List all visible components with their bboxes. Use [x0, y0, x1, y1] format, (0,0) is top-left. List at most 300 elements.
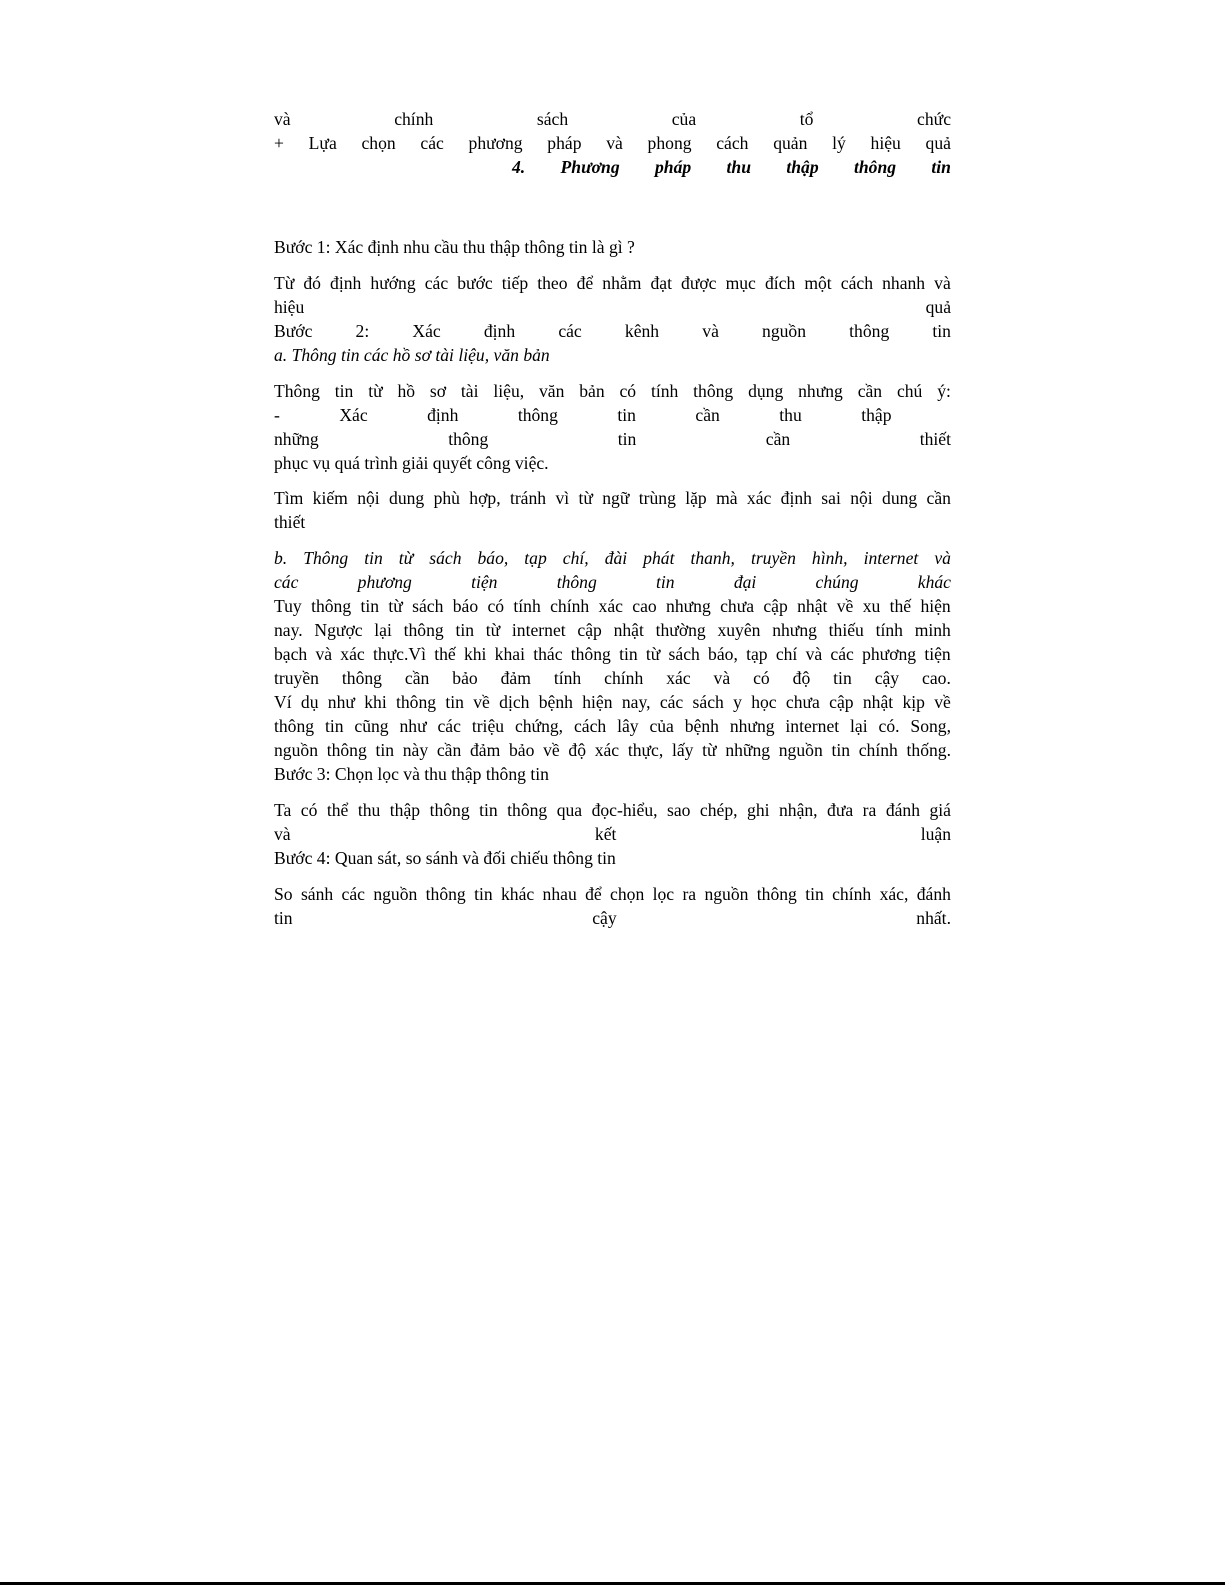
- word: dịch: [499, 692, 530, 712]
- word: pháp: [655, 157, 692, 177]
- word: qua: [556, 800, 583, 820]
- word: cũng: [354, 716, 389, 736]
- word: nhật: [862, 692, 894, 712]
- text-line: [274, 379, 951, 403]
- word: chí,: [562, 548, 589, 568]
- word: khi: [463, 644, 487, 664]
- word: được: [681, 273, 717, 293]
- word: định: [330, 273, 362, 293]
- word: chứng,: [514, 716, 564, 736]
- word: nguồn: [762, 321, 807, 341]
- word: tin: [617, 405, 636, 425]
- subsection-heading: [274, 570, 951, 594]
- word: lại: [850, 716, 868, 736]
- word: pháp: [547, 133, 582, 153]
- word: cần: [695, 405, 720, 425]
- word: Lựa: [308, 133, 337, 153]
- word: báo: [452, 596, 479, 616]
- word: tiếp: [501, 273, 529, 293]
- word: tiện: [471, 572, 498, 592]
- text-line: [274, 618, 951, 642]
- word: lấy: [671, 740, 694, 760]
- word: về: [543, 740, 560, 760]
- word: nhật: [613, 620, 644, 640]
- word: sách: [412, 596, 444, 616]
- word: thông: [403, 620, 444, 640]
- word: từ: [645, 644, 661, 664]
- word: cao.: [922, 668, 951, 688]
- word: xác: [594, 740, 620, 760]
- word: phát: [643, 548, 675, 568]
- word: đánh: [885, 800, 921, 820]
- word: có: [300, 800, 318, 820]
- word: thông: [756, 884, 797, 904]
- word: các: [341, 884, 365, 904]
- text-line: [274, 107, 951, 131]
- word: thống.: [906, 740, 951, 760]
- word: Ngược: [314, 620, 363, 640]
- word: sách: [692, 692, 724, 712]
- word: cập: [577, 620, 602, 640]
- word: Phương: [560, 157, 620, 177]
- word: để: [585, 884, 602, 904]
- word: luận: [920, 824, 951, 844]
- text-line: [274, 486, 951, 510]
- word: tin: [360, 596, 380, 616]
- word: báo,: [708, 644, 738, 664]
- word: độ: [568, 740, 586, 760]
- word: như: [399, 716, 427, 736]
- word: từ: [578, 488, 593, 508]
- word: lọc: [652, 884, 675, 904]
- word: cần: [926, 488, 951, 508]
- word: hình,: [811, 548, 848, 568]
- word: tạp: [746, 644, 768, 664]
- subsection-heading: a. Thông tin các hồ sơ tài liệu, văn bản: [274, 345, 550, 365]
- word: học: [751, 692, 777, 712]
- word: vì: [555, 488, 570, 508]
- word: giá: [929, 800, 951, 820]
- word: nhưng: [666, 596, 711, 616]
- word: phong: [647, 133, 692, 153]
- word: nhận,: [778, 800, 818, 820]
- word: một: [804, 273, 832, 293]
- word: của: [671, 109, 697, 129]
- word: chính: [550, 596, 590, 616]
- word: cách: [573, 716, 607, 736]
- word: tính: [553, 668, 582, 688]
- word: tin: [375, 740, 395, 760]
- word: truyền: [274, 668, 319, 688]
- word: thông: [517, 405, 558, 425]
- text-line: [274, 690, 951, 714]
- word: tin: [805, 884, 824, 904]
- word: thập: [389, 800, 421, 820]
- word: đài: [604, 548, 628, 568]
- word: đánh: [916, 884, 951, 904]
- word: Ta: [274, 800, 292, 820]
- subsection-heading: [274, 546, 951, 570]
- word: internet: [785, 716, 840, 736]
- word: từ: [368, 381, 383, 401]
- word: liệu,: [493, 381, 525, 401]
- word: ý:: [937, 381, 951, 401]
- word: thiếu: [828, 620, 864, 640]
- text-line: [274, 271, 951, 295]
- word: hiện: [582, 692, 613, 712]
- word: từ: [702, 740, 717, 760]
- word: tin: [455, 620, 475, 640]
- word: thế: [434, 644, 456, 664]
- word: dụng: [748, 381, 784, 401]
- word: chính: [858, 740, 898, 760]
- word: chưa: [720, 596, 755, 616]
- word: văn: [538, 381, 565, 401]
- word: chưa: [785, 692, 820, 712]
- word: thông: [274, 716, 315, 736]
- word: thông: [396, 692, 437, 712]
- word: đảm: [469, 740, 501, 760]
- word: +: [274, 133, 284, 153]
- text-line: thiết: [274, 512, 306, 532]
- word: thường: [655, 620, 706, 640]
- word: bảo: [508, 740, 535, 760]
- word: ghi: [747, 800, 770, 820]
- word: mục: [725, 273, 756, 293]
- word: thu: [357, 800, 381, 820]
- word: thể: [326, 800, 349, 820]
- word: chức: [917, 109, 951, 129]
- word: thanh,: [690, 548, 735, 568]
- word: lặp: [685, 488, 707, 508]
- word: tin: [619, 644, 638, 664]
- word: quản: [773, 133, 808, 153]
- word: Ví: [274, 692, 292, 712]
- word: kênh: [624, 321, 660, 341]
- word: internet: [511, 620, 566, 640]
- word: để: [576, 273, 594, 293]
- word: hiện: [920, 596, 951, 616]
- word: cách: [716, 133, 749, 153]
- word: nội: [850, 488, 873, 508]
- word: tổ: [799, 109, 814, 129]
- word: các: [424, 273, 449, 293]
- word: Từ: [274, 273, 295, 293]
- word: quả: [925, 133, 951, 153]
- word: nay,: [621, 692, 651, 712]
- word: về: [934, 692, 951, 712]
- word: nhằm: [602, 273, 642, 293]
- word: nhau: [542, 884, 577, 904]
- word: tính: [513, 596, 541, 616]
- word: khác: [917, 572, 951, 592]
- word: thông: [507, 800, 548, 820]
- word: phương: [862, 644, 917, 664]
- word: sai: [821, 488, 841, 508]
- word: xác: [340, 644, 365, 664]
- word: và: [934, 273, 951, 293]
- word: cần: [765, 429, 791, 449]
- word: nhưng: [729, 716, 775, 736]
- text-line: [274, 594, 951, 618]
- word: cần: [857, 381, 883, 401]
- word: internet: [863, 548, 919, 568]
- word: hiệu: [274, 297, 305, 317]
- word: thông: [570, 644, 611, 664]
- word: xác,: [879, 884, 909, 904]
- word: Bước: [274, 321, 313, 341]
- word: triệu: [471, 716, 505, 736]
- word: bảo: [452, 668, 478, 688]
- word: tin: [474, 884, 493, 904]
- word: khác: [500, 884, 535, 904]
- word: có: [619, 381, 637, 401]
- word: và: [713, 668, 731, 688]
- word: của: [649, 716, 674, 736]
- text-line: [274, 642, 951, 666]
- text-line: phục vụ quá trình giải quyết công việc.: [274, 453, 549, 473]
- word: tính: [650, 381, 679, 401]
- word: thông: [311, 596, 352, 616]
- word: độ: [792, 668, 811, 688]
- word: So: [274, 884, 293, 904]
- word: tránh: [509, 488, 547, 508]
- word: nguồn: [778, 740, 823, 760]
- word: Tìm: [274, 488, 304, 508]
- word: phương: [468, 133, 523, 153]
- word: thông: [693, 381, 734, 401]
- word: tin: [617, 429, 637, 449]
- word: quả: [925, 297, 951, 317]
- step-heading: [274, 319, 951, 343]
- text-line: [274, 798, 951, 822]
- word: này: [402, 740, 429, 760]
- word: Thông: [274, 381, 320, 401]
- word: Thông: [303, 548, 349, 568]
- word: Tuy: [274, 596, 302, 616]
- word: có: [753, 668, 770, 688]
- word: báo,: [477, 548, 509, 568]
- word: về: [473, 692, 490, 712]
- word: thông: [556, 572, 597, 592]
- word: minh: [914, 620, 951, 640]
- word: chọn: [361, 133, 396, 153]
- word: thập: [861, 405, 892, 425]
- word: trùng: [638, 488, 676, 508]
- word: b.: [274, 548, 288, 568]
- word: sao: [667, 800, 691, 820]
- word: ngữ: [602, 488, 630, 508]
- word: các: [558, 321, 582, 341]
- word: tin: [656, 572, 675, 592]
- word: tin: [334, 381, 354, 401]
- word: và: [274, 824, 291, 844]
- word: xác: [598, 596, 623, 616]
- word: lây: [617, 716, 639, 736]
- word: chính: [394, 109, 434, 129]
- word: tin: [931, 157, 951, 177]
- word: mà: [716, 488, 738, 508]
- word: xác: [746, 488, 772, 508]
- word: thông: [448, 429, 489, 449]
- text-line: [274, 882, 951, 906]
- word: nhất.: [916, 908, 951, 928]
- word: thực,: [627, 740, 664, 760]
- word: thông: [849, 321, 890, 341]
- word: nay.: [274, 620, 303, 640]
- word: cách: [840, 273, 874, 293]
- text-line: [274, 738, 951, 762]
- word: thông: [429, 800, 470, 820]
- word: thập: [786, 157, 819, 177]
- word: hướng: [370, 273, 416, 293]
- word: những: [274, 429, 319, 449]
- word: 4.: [512, 157, 526, 177]
- word: bệnh: [684, 716, 719, 736]
- word: cần: [404, 668, 430, 688]
- word: tin: [324, 716, 344, 736]
- text-line: [274, 906, 951, 930]
- word: thiết: [919, 429, 951, 449]
- word: y: [733, 692, 742, 712]
- word: Song,: [910, 716, 951, 736]
- step-heading: Bước 1: Xác định nhu cầu thu thập thông tin là gì ?: [274, 237, 635, 257]
- word: chí: [775, 644, 798, 664]
- word: nội: [357, 488, 380, 508]
- word: cậy: [592, 908, 617, 928]
- word: theo: [537, 273, 568, 293]
- word: lý: [832, 133, 846, 153]
- section-heading: [512, 155, 951, 179]
- word: thông: [853, 157, 897, 177]
- text-line: [274, 427, 951, 451]
- word: nguồn: [373, 884, 418, 904]
- word: tiện: [924, 644, 951, 664]
- word: từ: [398, 548, 414, 568]
- word: kiếm: [312, 488, 348, 508]
- word: tài: [460, 381, 479, 401]
- word: những: [725, 740, 771, 760]
- word: định: [427, 405, 459, 425]
- word: tin: [932, 321, 951, 341]
- word: nhưng: [798, 381, 843, 401]
- word: nhanh: [882, 273, 926, 293]
- word: chính: [604, 668, 644, 688]
- word: dung: [389, 488, 425, 508]
- word: tin: [274, 908, 293, 928]
- word: tạp: [524, 548, 547, 568]
- word: hiệu: [870, 133, 901, 153]
- word: thế: [889, 596, 912, 616]
- word: xác: [666, 668, 691, 688]
- word: thực.Vì: [372, 644, 426, 664]
- word: có.: [878, 716, 900, 736]
- word: thông: [341, 668, 382, 688]
- word: các: [830, 644, 854, 664]
- word: nguồn: [274, 740, 318, 760]
- word: thác: [533, 644, 563, 664]
- word: đó: [303, 273, 321, 293]
- word: và: [315, 644, 333, 664]
- word: xu: [862, 596, 881, 616]
- word: bản: [579, 381, 605, 401]
- word: sơ: [429, 381, 447, 401]
- word: xuyên: [717, 620, 761, 640]
- word: khi: [364, 692, 387, 712]
- word: tin: [833, 668, 852, 688]
- word: các: [659, 692, 684, 712]
- word: các: [437, 716, 461, 736]
- word: thông: [326, 740, 367, 760]
- word: lại: [374, 620, 392, 640]
- word: các: [420, 133, 444, 153]
- word: đại: [733, 572, 757, 592]
- word: đưa: [827, 800, 854, 820]
- word: hợp,: [469, 488, 501, 508]
- step-heading: Bước 4: Quan sát, so sánh và đối chiếu thông tin: [274, 848, 616, 868]
- word: bạch: [274, 644, 308, 664]
- word: sách: [429, 548, 462, 568]
- text-line: [274, 131, 951, 155]
- word: bệnh: [538, 692, 573, 712]
- word: phương: [357, 572, 412, 592]
- word: tin: [479, 800, 498, 820]
- word: tin: [364, 548, 383, 568]
- word: nhật: [797, 596, 828, 616]
- word: khai: [494, 644, 525, 664]
- word: cập: [763, 596, 788, 616]
- word: phù: [433, 488, 460, 508]
- word: định: [780, 488, 812, 508]
- word: nhưng: [772, 620, 817, 640]
- step-heading: Bước 3: Chọn lọc và thu thập thông tin: [274, 764, 549, 784]
- word: sánh: [300, 884, 334, 904]
- word: Xác: [412, 321, 441, 341]
- word: thu: [779, 405, 802, 425]
- word: tin: [445, 692, 464, 712]
- word: sách: [668, 644, 700, 664]
- word: về: [836, 596, 854, 616]
- word: thu: [726, 157, 751, 177]
- word: và: [606, 133, 623, 153]
- word: cần: [436, 740, 462, 760]
- word: như: [327, 692, 355, 712]
- word: các: [274, 572, 299, 592]
- word: đảm: [500, 668, 531, 688]
- word: Xác: [339, 405, 368, 425]
- word: chọn: [610, 884, 645, 904]
- word: ra: [862, 800, 877, 820]
- word: sách: [536, 109, 569, 129]
- text-line: [274, 403, 951, 427]
- word: tính: [875, 620, 903, 640]
- word: -: [274, 405, 280, 425]
- word: nguồn: [704, 884, 749, 904]
- word: dung: [882, 488, 918, 508]
- word: và: [805, 644, 823, 664]
- word: dụ: [300, 692, 319, 712]
- word: bước: [457, 273, 493, 293]
- text-line: [274, 666, 951, 690]
- word: hồ: [397, 381, 416, 401]
- word: truyền: [750, 548, 796, 568]
- word: ra: [682, 884, 697, 904]
- word: cập: [829, 692, 854, 712]
- word: 2:: [355, 321, 370, 341]
- word: thông: [425, 884, 466, 904]
- word: từ: [388, 596, 403, 616]
- text-line: [274, 714, 951, 738]
